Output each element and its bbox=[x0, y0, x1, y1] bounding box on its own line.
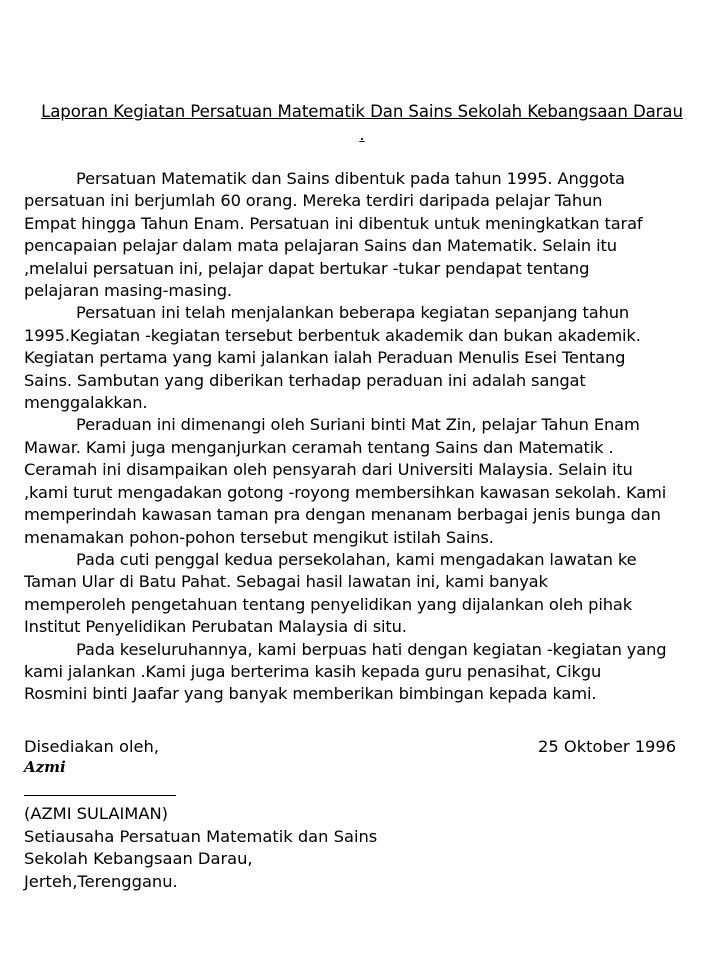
paragraph-3: Peraduan ini dimenangi oleh Suriani binti Mat Zin, pelajar Tahun Enam Mawar. Kami juga menganjurkan ceramah tentang Sains dan Matematik . Ceramah ini disampaikan oleh pensyarah dari Universiti Malaysia. Selain itu ,kami turut mengadakan gotong -royong membersihkan kawasan sekolah. Kami memperindah kawasan taman pra dengan menanam berbagai jenis bunga dan menamakan pohon-pohon tersebut mengikut istilah Sains. bbox=[24, 415, 667, 547]
document-body bbox=[24, 168, 714, 706]
report-date: 25 Oktober 1996 bbox=[538, 737, 677, 756]
school-address: Jerteh,Terengganu. bbox=[24, 872, 178, 891]
handwritten-signature: Azmi bbox=[24, 758, 66, 776]
paragraph-5: Pada keseluruhannya, kami berpuas hati dengan kegiatan -kegiatan yang kami jalankan .Kami juga berterima kasih kepada guru penasihat, Cikgu Rosmini binti Jaafar yang banyak memberikan bimbingan kepada kami. bbox=[24, 639, 667, 704]
paragraph-1: Persatuan Matematik dan Sains dibentuk pada tahun 1995. Anggota persatuan ini berjumlah 60 orang. Mereka terdiri daripada pelajar Tahun Empat hingga Tahun Enam. Persatuan ini dibentuk untuk meningkatkan taraf pencapaian pelajar dalam mata pelajaran Sains dan Matematik. Selain itu ,melalui persatuan ini, pelajar dapat bertukar -tukar pendapat tentang pelajaran masing-masing. bbox=[24, 169, 643, 301]
signatory-name: (AZMI SULAIMAN) bbox=[24, 804, 169, 823]
document-title: Laporan Kegiatan Persatuan Matematik Dan Sains Sekolah Kebangsaan Darau bbox=[41, 102, 683, 121]
prepared-by-label: Disediakan oleh, bbox=[24, 737, 160, 756]
school-name: Sekolah Kebangsaan Darau, bbox=[24, 849, 253, 868]
signatory-position: Setiausaha Persatuan Matematik dan Sains bbox=[24, 827, 378, 846]
paragraph-4: Pada cuti penggal kedua persekolahan, kami mengadakan lawatan ke Taman Ular di Batu Pahat. Sebagai hasil lawatan ini, kami banyak memperoleh pengetahuan tentang penyelidikan yang dijalankan oleh pihak Institut Penyelidikan Perubatan Malaysia di situ. bbox=[24, 549, 637, 637]
document-title-tail: . bbox=[359, 125, 365, 144]
paragraph-2: Persatuan ini telah menjalankan beberapa kegiatan sepanjang tahun 1995.Kegiatan -kegiatan tersebut berbentuk akademik dan bukan akademik. Kegiatan pertama yang kami jalankan ialah Peraduan Menulis Esei Tentang Sains. Sambutan yang diberikan terhadap peraduan ini adalah sangat menggalakkan. bbox=[24, 303, 641, 413]
signature-line bbox=[24, 795, 176, 796]
